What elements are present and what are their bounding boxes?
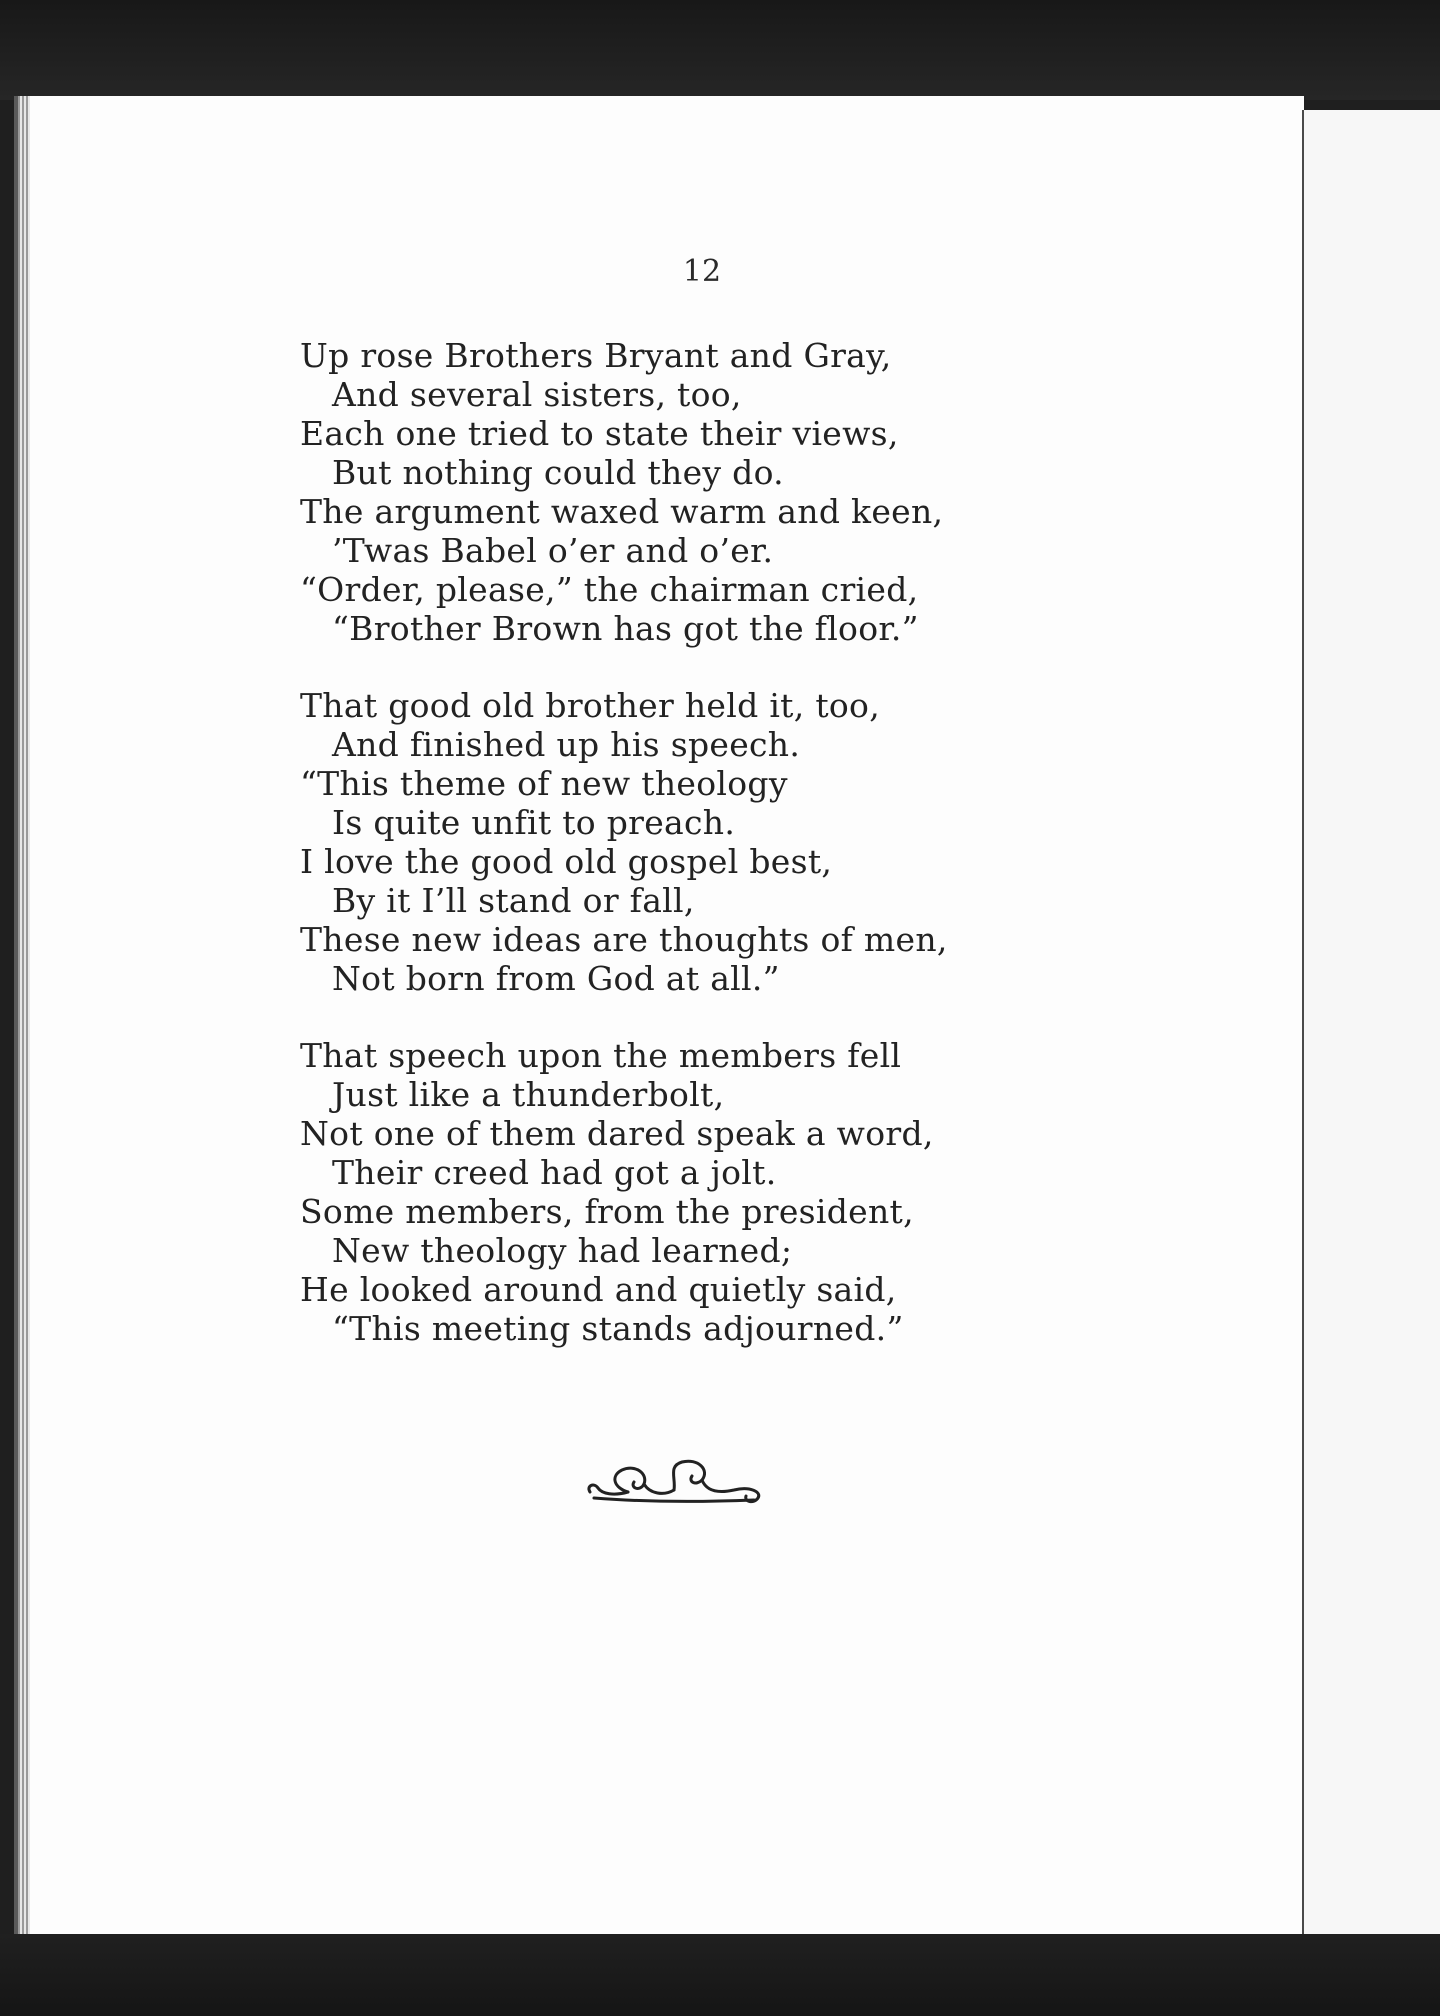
page-number: 12 (682, 254, 722, 289)
poem-line: ’Twas Babel o’er and o’er. (332, 531, 774, 570)
poem-line: By it I’ll stand or fall, (332, 881, 695, 920)
poem-line: And finished up his speech. (332, 725, 801, 764)
adjacent-page (1302, 110, 1440, 1944)
poem-line: Each one tried to state their views, (300, 414, 899, 453)
poem-line: Not born from God at all.” (332, 959, 780, 998)
poem-line: That speech upon the members fell (300, 1036, 902, 1075)
poem-line: New theology had learned; (332, 1231, 793, 1270)
page-edge (18, 96, 30, 1934)
poem-line: That good old brother held it, too, (300, 686, 881, 725)
stanza-2 (300, 686, 1020, 998)
poem-line: The argument waxed warm and keen, (300, 492, 944, 531)
stanza-3 (300, 1036, 1020, 1348)
poem-line: “Order, please,” the chairman cried, (300, 570, 919, 609)
scan-background-bottom (0, 1934, 1440, 2016)
poem-line: He looked around and quietly said, (300, 1270, 897, 1309)
poem (300, 336, 1020, 1386)
poem-line: Up rose Brothers Bryant and Gray, (300, 336, 892, 375)
poem-line: And several sisters, too, (332, 375, 742, 414)
poem-line: Not one of them dared speak a word, (300, 1114, 934, 1153)
poem-line: These new ideas are thoughts of men, (300, 920, 948, 959)
scan-background-top (0, 0, 1440, 100)
poem-line: Just like a thunderbolt, (332, 1075, 725, 1114)
stanza-1 (300, 336, 1020, 648)
scroll-ornament-icon (584, 1452, 766, 1512)
poem-line: “This meeting stands adjourned.” (332, 1309, 904, 1348)
poem-line: Is quite unfit to preach. (332, 803, 736, 842)
poem-line: I love the good old gospel best, (300, 842, 833, 881)
poem-line: “Brother Brown has got the floor.” (332, 609, 919, 648)
poem-line: Their creed had got a jolt. (332, 1153, 777, 1192)
poem-line: Some members, from the president, (300, 1192, 914, 1231)
poem-line: But nothing could they do. (332, 453, 784, 492)
poem-line: “This theme of new theology (300, 764, 788, 803)
